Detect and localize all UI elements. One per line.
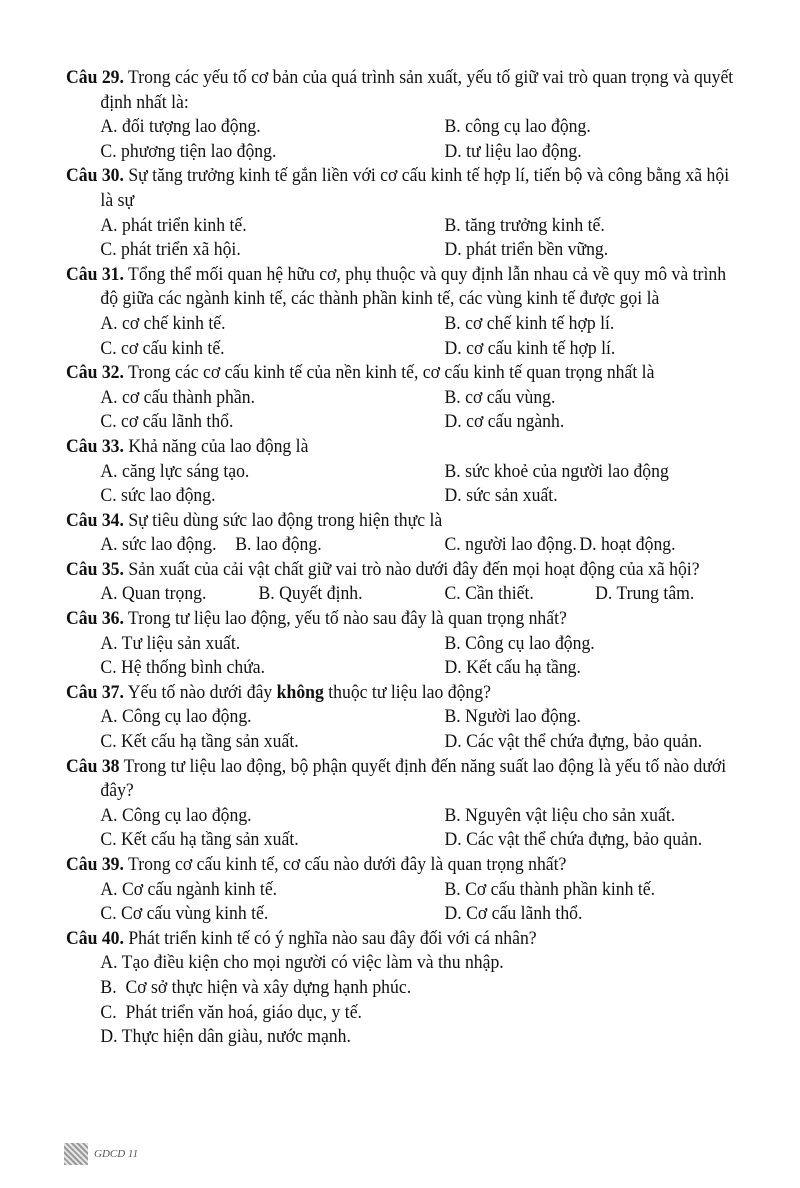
option-c: C. sức lao động. bbox=[100, 485, 216, 507]
option-d: D. Kết cấu hạ tầng. bbox=[444, 657, 581, 679]
option-c: C. Kết cấu hạ tầng sản xuất. bbox=[100, 731, 299, 753]
option-c: C. Cơ cấu vùng kinh tế. bbox=[100, 903, 269, 925]
options bbox=[66, 460, 745, 509]
question-stem: Sản xuất của cải vật chất giữ vai trò nào dưới đây đến mọi hoạt động của xã hội? bbox=[128, 558, 700, 580]
option-c: C. Kết cấu hạ tầng sản xuất. bbox=[100, 829, 299, 851]
question-33 bbox=[66, 435, 745, 509]
question-label: Câu 38 bbox=[66, 755, 120, 777]
question-stem: Phát triển kinh tế có ý nghĩa nào sau đây đối với cá nhân? bbox=[128, 927, 537, 949]
option-c: C. phương tiện lao động. bbox=[100, 140, 277, 162]
option-b: B. cơ cấu vùng. bbox=[444, 386, 556, 408]
page-footer bbox=[64, 1142, 138, 1166]
option-c: C. phát triển xã hội. bbox=[100, 239, 241, 261]
question-stem-before: Yếu tố nào dưới đây bbox=[127, 681, 273, 703]
question-stem: Trong tư liệu lao động, yếu tố nào sau đây là quan trọng nhất? bbox=[128, 608, 567, 630]
question-29 bbox=[66, 66, 745, 164]
question-stem: Sự tiêu dùng sức lao động trong hiện thực là bbox=[128, 509, 443, 531]
option-a: A. Cơ cấu ngành kinh tế. bbox=[100, 878, 278, 900]
option-b: B. Công cụ lao động. bbox=[444, 632, 595, 654]
question-label: Câu 39. bbox=[66, 854, 124, 875]
option-d: D. tư liệu lao động. bbox=[444, 140, 582, 162]
question-stem: Trong các yếu tố cơ bản của quá trình sản xuất, yếu tố giữ vai trò quan trọng và quyết định nhất là: bbox=[100, 67, 734, 113]
question-34 bbox=[66, 509, 745, 558]
options bbox=[66, 533, 745, 558]
question-stem: Sự tăng trưởng kinh tế gắn liền với cơ cấu kinh tế hợp lí, tiến bộ và công bằng xã hội là sự bbox=[100, 165, 730, 211]
options bbox=[66, 115, 745, 164]
question-31 bbox=[66, 263, 745, 361]
question-40 bbox=[66, 927, 745, 1050]
question-36 bbox=[66, 607, 745, 681]
question-30 bbox=[66, 164, 745, 262]
option-c: C. Phát triển văn hoá, giáo dục, y tế. bbox=[100, 1001, 362, 1023]
option-b: B. Quyết định. bbox=[258, 583, 363, 605]
option-a: A. Công cụ lao động. bbox=[100, 804, 252, 826]
options bbox=[66, 705, 745, 754]
option-a: A. sức lao động. bbox=[100, 534, 217, 556]
question-stem: Trong tư liệu lao động, bộ phận quyết định đến năng suất lao động là yếu tố nào dưới đây? bbox=[100, 755, 727, 802]
option-b: B. Người lao động. bbox=[444, 706, 581, 728]
question-39 bbox=[66, 853, 745, 927]
option-d: D. sức sản xuất. bbox=[444, 485, 558, 507]
question-label: Câu 40. bbox=[66, 927, 124, 949]
option-b: B. Cơ cấu thành phần kinh tế. bbox=[444, 878, 656, 900]
question-stem: Trong cơ cấu kinh tế, cơ cấu nào dưới đây là quan trọng nhất? bbox=[128, 854, 567, 875]
option-a: A. Tư liệu sản xuất. bbox=[100, 632, 241, 654]
question-stem: Trong các cơ cấu kinh tế của nền kinh tế, cơ cấu kinh tế quan trọng nhất là bbox=[128, 362, 655, 384]
option-b: B. lao động. bbox=[235, 534, 322, 556]
option-a: A. cơ chế kinh tế. bbox=[100, 312, 226, 334]
options bbox=[66, 804, 745, 853]
option-b: B. Cơ sở thực hiện và xây dựng hạnh phúc. bbox=[100, 976, 412, 998]
question-38 bbox=[66, 755, 745, 853]
question-32 bbox=[66, 361, 745, 435]
option-a: A. đối tượng lao động. bbox=[100, 116, 261, 138]
option-d: D. Các vật thể chứa đựng, bảo quản. bbox=[444, 731, 703, 753]
question-label: Câu 32. bbox=[66, 362, 124, 384]
options bbox=[66, 312, 745, 361]
option-b: B. cơ chế kinh tế hợp lí. bbox=[444, 312, 615, 334]
option-a: A. phát triển kinh tế. bbox=[100, 214, 247, 236]
option-c: C. Hệ thống bình chứa. bbox=[100, 657, 266, 679]
option-d: D. Cơ cấu lãnh thổ. bbox=[444, 903, 583, 925]
option-b: B. công cụ lao động. bbox=[444, 116, 591, 138]
option-c: C. người lao động. bbox=[444, 534, 577, 556]
option-d: D. cơ cấu kinh tế hợp lí. bbox=[444, 337, 616, 359]
option-d: D. hoạt động. bbox=[579, 534, 676, 556]
option-d: D. phát triển bền vững. bbox=[444, 239, 609, 261]
option-b: B. Nguyên vật liệu cho sản xuất. bbox=[444, 804, 676, 826]
option-c: C. cơ cấu lãnh thổ. bbox=[100, 411, 234, 433]
question-stem: Tổng thể mối quan hệ hữu cơ, phụ thuộc và quy định lẫn nhau cả về quy mô và trình độ giữa các ngành kinh tế, các thành phần kinh tế, các vùng kinh tế được gọi là bbox=[100, 263, 727, 310]
option-a: A. cơ cấu thành phần. bbox=[100, 386, 255, 408]
question-label: Câu 36. bbox=[66, 608, 124, 630]
option-b: B. sức khoẻ của người lao động bbox=[444, 460, 669, 482]
option-a: A. Công cụ lao động. bbox=[100, 706, 252, 728]
question-label: Câu 33. bbox=[66, 435, 124, 457]
question-list bbox=[66, 66, 745, 1050]
question-35 bbox=[66, 558, 745, 607]
question-stem-after: thuộc tư liệu lao động? bbox=[328, 681, 491, 703]
question-label: Câu 29. bbox=[66, 67, 124, 88]
options bbox=[66, 878, 745, 927]
option-b: B. tăng trưởng kinh tế. bbox=[444, 214, 605, 236]
question-label: Câu 35. bbox=[66, 558, 124, 580]
option-a: A. căng lực sáng tạo. bbox=[100, 460, 250, 482]
option-a: A. Quan trọng. bbox=[100, 583, 207, 605]
qr-code-icon bbox=[64, 1143, 88, 1165]
question-label: Câu 31. bbox=[66, 263, 124, 285]
options bbox=[66, 386, 745, 435]
option-d: D. cơ cấu ngành. bbox=[444, 411, 565, 433]
options bbox=[66, 632, 745, 681]
question-stem: Khả năng của lao động là bbox=[128, 435, 309, 457]
option-c: C. cơ cấu kinh tế. bbox=[100, 337, 225, 359]
option-d: D. Trung tâm. bbox=[595, 583, 695, 605]
option-d: D. Thực hiện dân giàu, nước mạnh. bbox=[100, 1026, 351, 1048]
options bbox=[66, 582, 745, 607]
question-label: Câu 30. bbox=[66, 165, 124, 187]
question-37 bbox=[66, 681, 745, 755]
question-label: Câu 37. bbox=[66, 681, 124, 703]
options bbox=[66, 951, 745, 1049]
option-d: D. Các vật thể chứa đựng, bảo quản. bbox=[444, 829, 703, 851]
question-stem-keyword: không bbox=[276, 681, 324, 703]
question-label: Câu 34. bbox=[66, 509, 124, 531]
option-a: A. Tạo điều kiện cho mọi người có việc làm và thu nhập. bbox=[100, 952, 504, 974]
options bbox=[66, 214, 745, 263]
footer-label: GDCD 11 bbox=[94, 1148, 139, 1160]
option-c: C. Cần thiết. bbox=[444, 583, 534, 605]
